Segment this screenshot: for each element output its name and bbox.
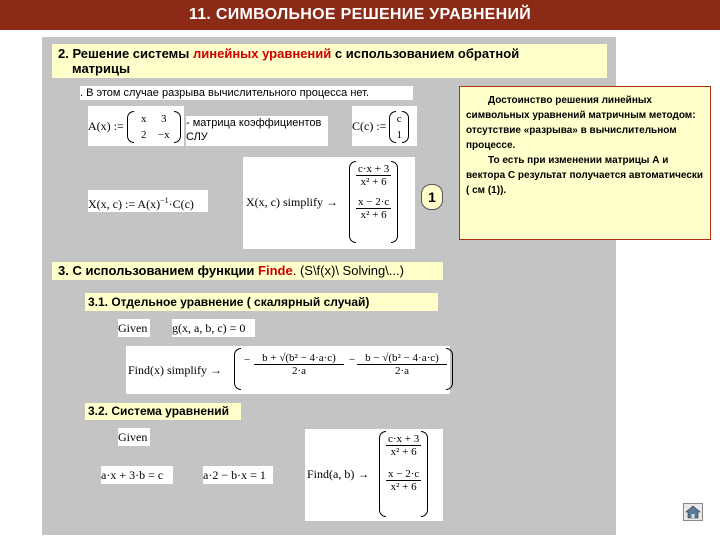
page-title: 11. СИМВОЛЬНОЕ РЕШЕНИЕ УРАВНЕНИЙ bbox=[188, 6, 532, 23]
roots-vector: − $\frac{\text{b + √(b² − 4·a·c)}}{2\cdot a}$ − $\frac{\text{b − √(b² − 4·a·c)}}{2\cdot a}$ bbox=[234, 348, 453, 390]
scalar-equation: g(x, a, b, c) = 0 bbox=[172, 319, 255, 337]
home-icon-glyph bbox=[684, 504, 702, 520]
vector-c-definition: C(c) := c 1 bbox=[352, 106, 417, 146]
subsection-3-2-heading: 3.2. Система уравнений bbox=[85, 403, 241, 420]
subsection-3-1-heading: 3.1. Отдельное уравнение ( скалярный случай) bbox=[85, 293, 438, 311]
system-equation-2: a·2 − b·x = 1 bbox=[203, 466, 273, 484]
given-keyword-1: Given bbox=[118, 319, 150, 337]
vector-c-cell: 1 bbox=[396, 129, 402, 142]
matrix-a-cell: x bbox=[141, 113, 147, 126]
matrix-a-row bbox=[134, 111, 174, 127]
matrix-a-definition: A(x) := x 3 2 −x bbox=[88, 106, 184, 146]
x-simplify-result: X(x, c) simplify → c·x + 3 x² + 6 x − 2·c x² + 6 bbox=[243, 157, 415, 249]
given-keyword-2: Given bbox=[118, 428, 150, 446]
matrix-a-cell: 2 bbox=[141, 129, 147, 142]
matrix-a-row bbox=[134, 127, 174, 143]
matrix-a-cell: −x bbox=[157, 129, 170, 142]
advantage-note: Достоинство решения линейных символьных уравнений матричным методом: отсутствие «разрыва» в вычислительном процессе. То есть при изменении матрицы А и вектора С результат получается автоматически ( см (1)). bbox=[459, 86, 711, 240]
find-ab-result: Find(a, b) → c·x + 3 x² + 6 x − 2·c x² + 6 bbox=[305, 429, 443, 521]
matrix-a-cell: 3 bbox=[161, 113, 167, 126]
equation-reference-badge: 1 bbox=[421, 184, 443, 210]
x-result-vector: c·x + 3 x² + 6 x − 2·c x² + 6 bbox=[349, 161, 398, 243]
section2-heading: 2. Решение системы линейных уравнений с использованием обратной матрицы bbox=[52, 44, 607, 78]
x-definition: X(x, c) := $A(x)^{-1}\cdot C(c)$ bbox=[88, 190, 208, 212]
ab-result-vector: c·x + 3 x² + 6 x − 2·c x² + 6 bbox=[379, 431, 428, 517]
vector-c bbox=[389, 111, 409, 143]
find-x-result: Find(x) simplify → − $\frac{\text{b + √(b² − 4·a·c)}}{2\cdot a}$ − $\frac{\text{b − √(b² − 4·a·c)}}{2\cdot a}$ bbox=[126, 346, 450, 394]
matrix-a bbox=[127, 111, 181, 143]
home-icon[interactable] bbox=[683, 503, 703, 521]
matrix-a-note: - матрица коэффициентов СЛУ bbox=[186, 116, 328, 146]
section3-heading: 3. С использованием функции Finde. (S\f(x)\ Solving\...) bbox=[52, 262, 443, 280]
no-break-note: . В этом случае разрыва вычислительного процесса нет. bbox=[80, 86, 413, 100]
vector-c-cell: c bbox=[396, 113, 402, 126]
system-equation-1: a·x + 3·b = c bbox=[101, 466, 173, 484]
